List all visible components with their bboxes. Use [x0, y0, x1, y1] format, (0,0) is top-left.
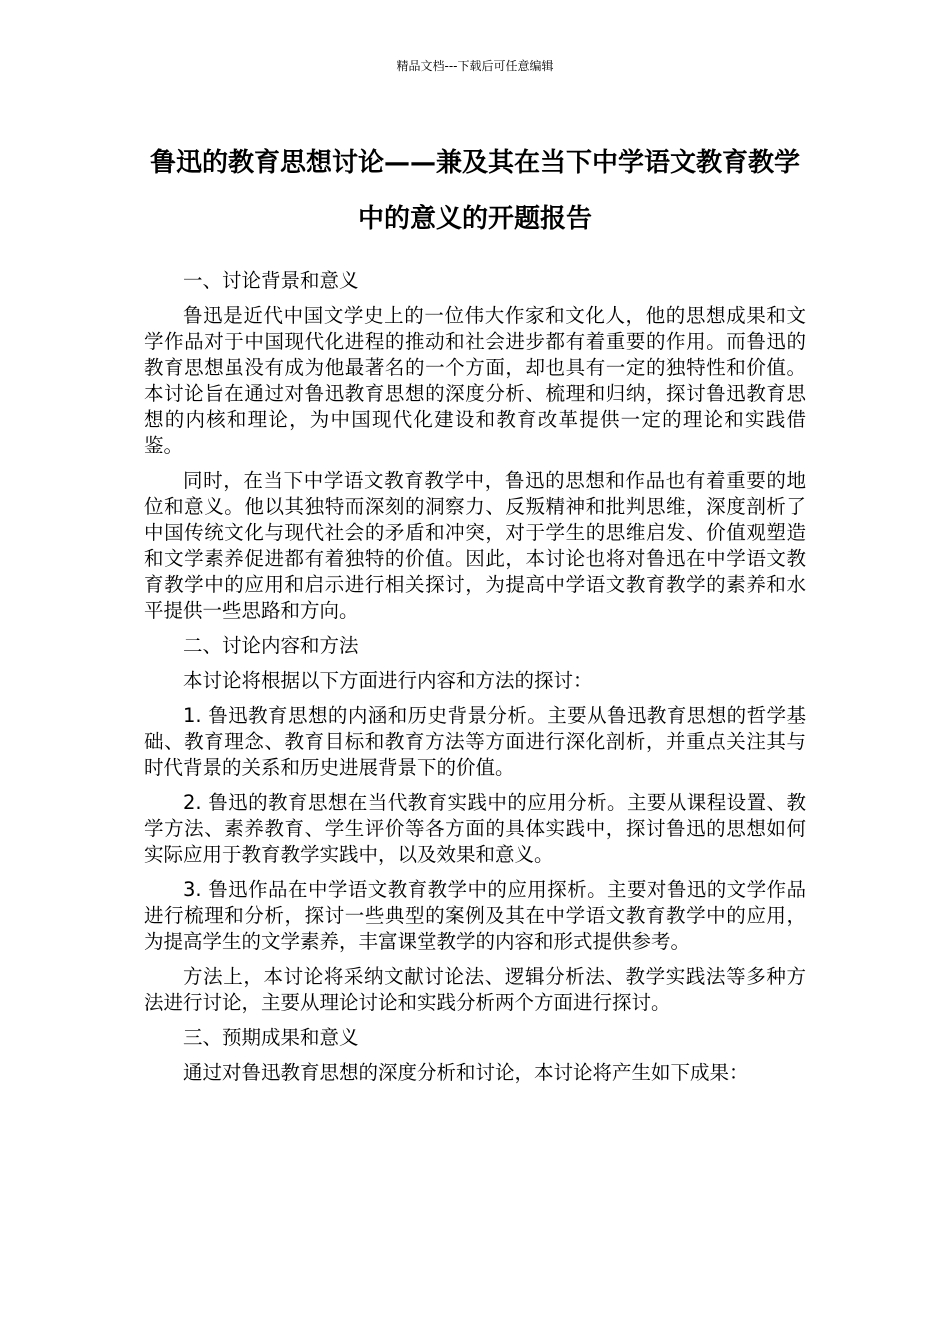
list-item-2: 2. 鲁迅的教育思想在当代教育实践中的应用分析。主要从课程设置、教学方法、素养教育、学生评价等各方面的具体实践中，探讨鲁迅的思想如何实际应用于教育教学实践中，以及效果和意义。	[144, 791, 806, 866]
document-body	[144, 268, 806, 1095]
section-heading-content-methods: 二、讨论内容和方法	[183, 634, 359, 657]
paragraph-methods: 方法上，本讨论将采纳文献讨论法、逻辑分析法、教学实践法等多种方法进行讨论，主要从理论讨论和实践分析两个方面进行探讨。	[144, 965, 806, 1014]
header-note: 精品文档---下载后可任意编辑	[396, 59, 554, 73]
document-title: 鲁迅的教育思想讨论——兼及其在当下中学语文教育教学中的意义的开题报告	[149, 148, 800, 234]
list-item-3: 3. 鲁迅作品在中学语文教育教学中的应用探析。主要对鲁迅的文学作品进行梳理和分析，探讨一些典型的案例及其在中学语文教育教学中的应用，为提高学生的文学素养，丰富课堂教学的内容和形式提供参考。	[144, 878, 806, 953]
section-heading-background: 一、讨论背景和意义	[183, 269, 359, 292]
paragraph-background-1: 鲁迅是近代中国文学史上的一位伟大作家和文化人，他的思想成果和文学作品对于中国现代化进程的推动和社会进步都有着重要的作用。而鲁迅的教育思想虽没有成为他最著名的一个方面，却也具有一定的独特性和价值。本讨论旨在通过对鲁迅教育思想的深度分析、梳理和归纳，探讨鲁迅教育思想的内核和理论，为中国现代化建设和教育改革提供一定的理论和实践借鉴。	[144, 304, 806, 457]
paragraph-outcomes-intro: 通过对鲁迅教育思想的深度分析和讨论，本讨论将产生如下成果：	[183, 1061, 749, 1084]
list-item-1: 1. 鲁迅教育思想的内涵和历史背景分析。主要从鲁迅教育思想的哲学基础、教育理念、教育目标和教育方法等方面进行深化剖析，并重点关注其与时代背景的关系和历史进展背景下的价值。	[144, 704, 806, 779]
section-heading-outcomes: 三、预期成果和意义	[183, 1026, 359, 1049]
paragraph-methods-intro: 本讨论将根据以下方面进行内容和方法的探讨：	[183, 669, 593, 692]
paragraph-background-2: 同时，在当下中学语文教育教学中，鲁迅的思想和作品也有着重要的地位和意义。他以其独特而深刻的洞察力、反叛精神和批判思维，深度剖析了中国传统文化与现代社会的矛盾和冲突，对于学生的思维启发、价值观塑造和文学素养促进都有着独特的价值。因此，本讨论也将对鲁迅在中学语文教育教学中的应用和启示进行相关探讨，为提高中学语文教育教学的素养和水平提供一些思路和方向。	[144, 469, 806, 622]
